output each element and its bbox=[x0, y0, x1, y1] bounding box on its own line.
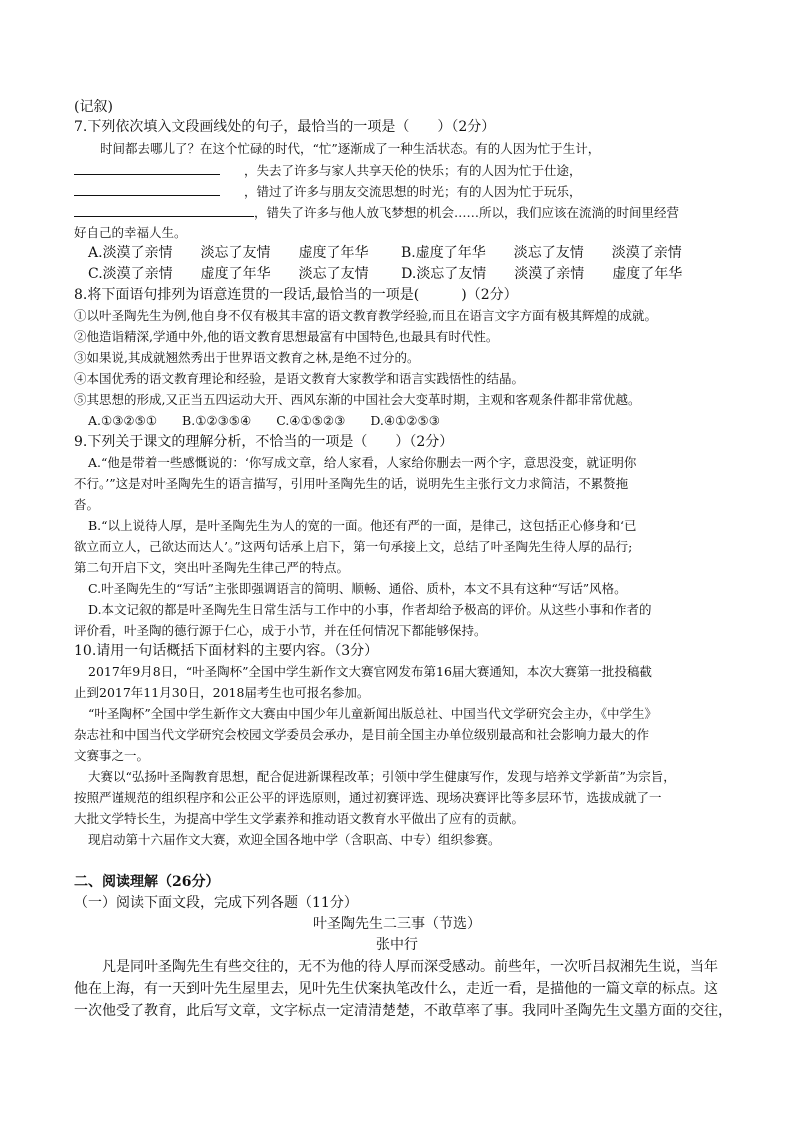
q9-option-d-line2: 评价看，叶圣陶的德行源于仁心，成于小节，并在任何情况下都能够保持。 bbox=[74, 623, 487, 638]
q9-stem: 9.下列关于课文的理解分析，不恰当的一项是（ ）（2分） bbox=[74, 434, 454, 450]
q7-option-b[interactable]: B.虚度了年华 淡忘了友情 淡漠了亲情 bbox=[401, 245, 682, 261]
reading-line1: 凡是同叶圣陶先生有些交往的，无不为他的待人厚而深受感动。前些年，一次听吕叔湘先生说，当年 bbox=[102, 959, 718, 975]
q7-passage-line4: ，错失了许多与他人放飞梦想的机会……所以，我们应该在流淌的时间里经营 bbox=[74, 202, 679, 223]
q8-sentence-1: ①以叶圣陶先生为例,他自身不仅有极其丰富的语文教育教学经验,而且在语言文字方面有极其辉煌的成就。 bbox=[74, 308, 657, 323]
q7-passage-line5: 好自己的幸福人生。 bbox=[74, 225, 187, 240]
reading-line2: 他在上海，有一天到叶先生屋里去，见叶先生伏案执笔改什么，走近一看，是描他的一篇文章的标点。这 bbox=[74, 981, 718, 997]
q7-blank-1[interactable] bbox=[74, 160, 220, 175]
q10-stem: 10.请用一句话概括下面材料的主要内容。（3分） bbox=[74, 643, 379, 659]
section2-subheading: （一）阅读下面文段，完成下列各题（11分） bbox=[74, 895, 358, 911]
q9-option-b-line2: 欲立而立人，己欲达而达人’。”这两句话承上启下，第一句承接上文，总结了叶圣陶先生待人厚的品行; bbox=[74, 539, 633, 554]
q8-sentence-2: ②他造诣精深,学通中外,他的语文教育思想最富有中国特色,也最具有时代性。 bbox=[74, 329, 499, 344]
genre-label: (记叙) bbox=[74, 99, 113, 115]
q9-option-a-line1[interactable]: A.“他是带着一些感慨说的：‘你写成文章，给人家看，人家给你删去一两个字，意思没变，就证明你 bbox=[88, 455, 637, 470]
q9-option-b-line1[interactable]: B.“以上说待人厚，是叶圣陶先生为人的宽的一面。他还有严的一面，是律己，这包括正心修身和‘已 bbox=[88, 518, 637, 533]
q9-option-d-line1[interactable]: D.本文记叙的都是叶圣陶先生日常生活与工作中的小事，作者却给予极高的评价。从这些小事和作者的 bbox=[88, 602, 652, 617]
q8-stem: 8.将下面语句排列为语意连贯的一段话,最恰当的一项是( )（2分） bbox=[74, 287, 518, 303]
q10-material-line7: 按照严谨规范的组织程序和公正公平的评选原则，通过初赛评选、现场决赛评比等多层环节，选拔成就了一 bbox=[74, 790, 662, 805]
q7-option-d[interactable]: D.淡忘了友情 淡漠了亲情 虚度了年华 bbox=[401, 266, 683, 282]
reading-author: 张中行 bbox=[376, 937, 418, 953]
q7-passage-line3: ，错过了许多与朋友交流思想的时光；有的人因为忙于玩乐， bbox=[74, 181, 582, 202]
q8-sentence-4: ④本国优秀的语文教育理论和经验，是语文教育大家教学和语言实践悟性的结晶。 bbox=[74, 371, 525, 386]
q8-options[interactable]: A.①③②⑤① B.①②③⑤④ C.④①⑤②③ D.④①②⑤③ bbox=[88, 413, 440, 428]
section2-heading: 二、阅读理解（26分） bbox=[74, 874, 220, 890]
q10-material-line6: 大赛以“弘扬叶圣陶教育思想，配合促进新课程改革；引领中学生健康写作，发现与培养文学新苗”为宗旨， bbox=[88, 769, 676, 784]
q8-sentence-5: ⑤其思想的形成,又正当五四运动大开、西风东渐的中国社会大变革时期，主观和客观条件都非常优越。 bbox=[74, 392, 641, 407]
q9-option-c[interactable]: C.叶圣陶先生的“写话”主张即强调语言的简明、顺畅、通俗、质朴，本文不具有这种“写话”风格。 bbox=[88, 581, 627, 596]
q7-option-c[interactable]: C.淡漠了亲情 虚度了年华 淡忘了友情 bbox=[88, 266, 369, 282]
q10-material-line5: 文赛事之一。 bbox=[74, 748, 150, 763]
q9-option-a-line3: 沓。 bbox=[74, 497, 100, 512]
q8-sentence-3: ③如果说,其成就翘然秀出于世界语文教育之林,是绝不过分的。 bbox=[74, 350, 420, 365]
q10-material-line1: 2017年9月8日，“叶圣陶杯”全国中学生新作文大赛官网发布第16届大赛通知，本次大赛第一批投稿截 bbox=[88, 664, 652, 679]
q7-blank-3[interactable] bbox=[74, 202, 254, 217]
q10-material-line2: 止到2017年11月30日，2018届考生也可报名参加。 bbox=[74, 685, 370, 700]
q10-material-line3: “叶圣陶杯”全国中学生新作文大赛由中国少年儿童新闻出版总社、中国当代文学研究会主办，《中学生》 bbox=[88, 706, 658, 721]
q10-material-line9: 现启动第十六届作文大赛，欢迎全国各地中学（含职高、中专）组织参赛。 bbox=[88, 832, 501, 847]
q7-passage-line2: ，失去了许多与家人共享天伦的快乐；有的人因为忙于仕途， bbox=[74, 160, 582, 181]
q9-option-b-line3: 第二句开启下文，突出叶圣陶先生律己严的特点。 bbox=[74, 560, 350, 575]
q10-material-line4: 杂志社和中国当代文学研究会校园文学委员会承办，是目前全国主办单位级别最高和社会影响力最大的作 bbox=[74, 727, 650, 742]
q7-passage-line1: 时间都去哪儿了？在这个忙碌的时代，“忙”逐渐成了一种生活状态。有的人因为忙于生计， bbox=[100, 141, 601, 156]
q7-option-a[interactable]: A.淡漠了亲情 淡忘了友情 虚度了年华 bbox=[88, 245, 369, 261]
q7-options-row2 bbox=[88, 264, 710, 284]
q7-options-row1 bbox=[88, 243, 710, 263]
q7-blank-2[interactable] bbox=[74, 181, 220, 196]
q10-material-line8: 大批文学特长生，为提高中学生文学素养和推动语文教育水平做出了应有的贡献。 bbox=[74, 811, 525, 826]
q9-option-a-line2: 不行。’”这是对叶圣陶先生的语言描写，引用叶圣陶先生的话，说明先生主张行文力求简洁，不累赘拖 bbox=[74, 476, 629, 491]
q7-stem: 7.下列依次填入文段画线处的句子，最恰当的一项是（ ）（2分） bbox=[74, 119, 496, 135]
reading-line3: 一次他受了教育，此后写文章，文字标点一定清清楚楚，不敢草率了事。我同叶圣陶先生文墨方面的交往， bbox=[74, 1003, 732, 1019]
reading-title: 叶圣陶先生二三事（节选） bbox=[313, 916, 481, 932]
